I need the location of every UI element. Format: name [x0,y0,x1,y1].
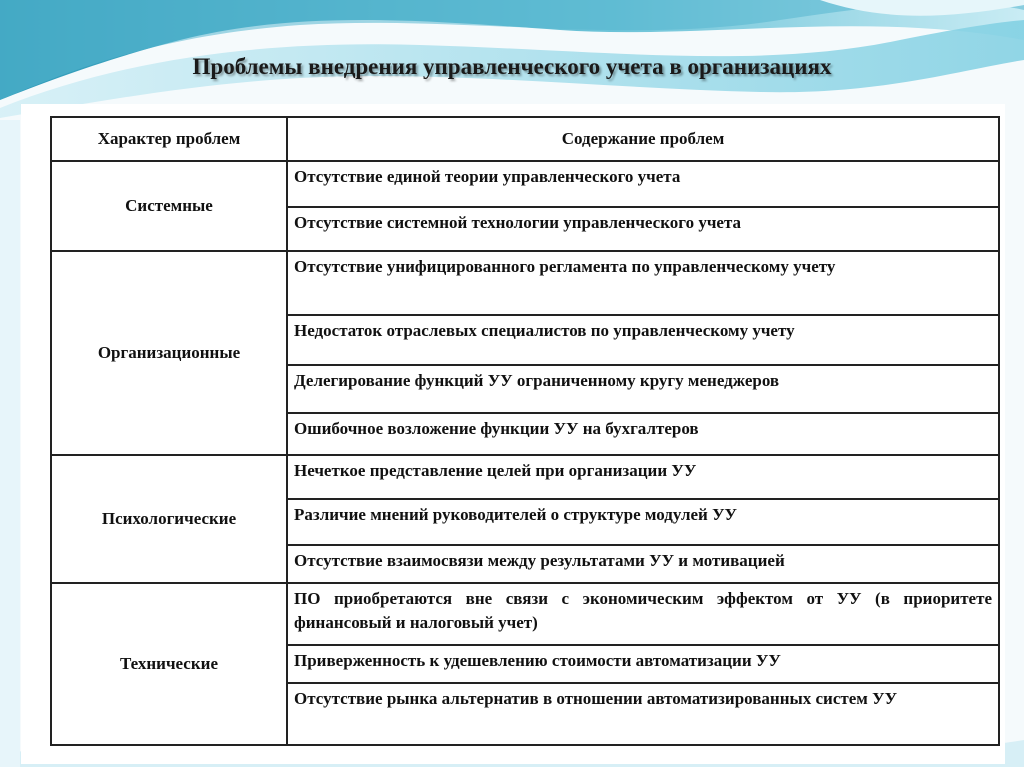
problem-cell: ПО приобретаются вне связи с экономическим эффектом от УУ (в приоритете финансовый и налоговый учет) [287,583,999,645]
table-row [51,583,999,645]
problem-cell: Отсутствие рынка альтернатив в отношении автоматизированных систем УУ [287,683,999,745]
problem-cell: Делегирование функций УУ ограниченному кругу менеджеров [287,365,999,413]
column-header-problem-content: Содержание проблем [287,117,999,161]
category-cell-organizational: Организационные [51,251,287,455]
category-cell-psychological: Психологические [51,455,287,583]
problem-cell: Отсутствие унифицированного регламента по управленческому учету [287,251,999,315]
problem-cell: Отсутствие взаимосвязи между результатами УУ и мотивацией [287,545,999,583]
problem-cell: Недостаток отраслевых специалистов по управленческому учету [287,315,999,365]
problem-cell: Нечеткое представление целей при организации УУ [287,455,999,499]
column-header-problem-type: Характер проблем [51,117,287,161]
slide-title: Проблемы внедрения управленческого учета в организациях [192,54,832,79]
table-row [51,161,999,207]
table-header-row [51,117,999,161]
problem-cell: Различие мнений руководителей о структуре модулей УУ [287,499,999,545]
problems-table [50,116,1000,746]
problem-cell: Приверженность к удешевлению стоимости автоматизации УУ [287,645,999,683]
category-cell-technical: Технические [51,583,287,745]
problem-cell: Отсутствие системной технологии управленческого учета [287,207,999,251]
problem-cell: Отсутствие единой теории управленческого учета [287,161,999,207]
problem-cell: Ошибочное возложение функции УУ на бухгалтеров [287,413,999,455]
table-row [51,251,999,315]
table-row [51,455,999,499]
category-cell-systemic: Системные [51,161,287,251]
